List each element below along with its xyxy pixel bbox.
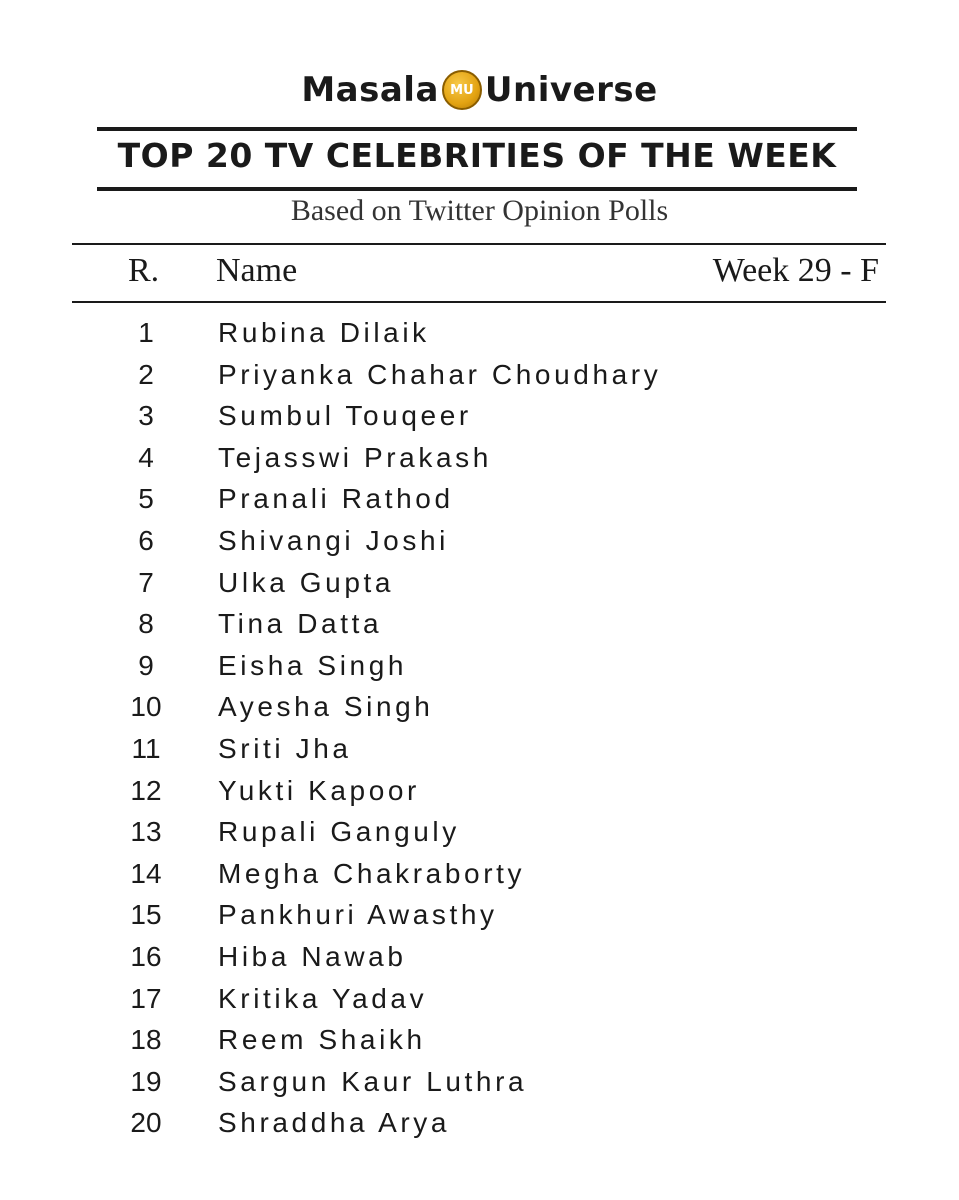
celebrity-name: Eisha Singh: [218, 649, 408, 681]
list-item: [0, 312, 959, 354]
list-item: [0, 728, 959, 770]
rank-number: 17: [130, 982, 162, 1014]
rank-number: 10: [130, 691, 162, 723]
rank-number: 18: [130, 1024, 162, 1056]
rank-number: 15: [130, 899, 162, 931]
list-item: [0, 1102, 959, 1144]
celebrity-name: Sumbul Touqeer: [218, 400, 472, 432]
celebrity-name: Sargun Kaur Luthra: [218, 1065, 528, 1097]
celebrity-name: Pankhuri Awasthy: [218, 899, 498, 931]
list-item: [0, 562, 959, 604]
rank-number: 13: [130, 816, 162, 848]
week-label: Week 29 - F: [712, 252, 879, 289]
brand-logo: [0, 70, 959, 110]
celebrity-name: Rubina Dilaik: [218, 317, 430, 348]
name-column-header: Name: [216, 252, 298, 289]
list-item: [0, 770, 959, 812]
celebrity-name: Sriti Jha: [218, 732, 352, 764]
rank-number: 12: [130, 774, 162, 806]
celebrity-name: Shivangi Joshi: [218, 524, 449, 556]
celebrity-name: Yukti Kapoor: [218, 774, 420, 806]
rank-number: 7: [138, 566, 154, 598]
mu-logo-icon: MU: [442, 70, 482, 110]
celebrity-name: Priyanka Chahar Choudhary: [218, 358, 662, 390]
rank-number: 5: [138, 483, 154, 515]
list-item: [0, 478, 959, 520]
celebrity-name: Reem Shaikh: [218, 1024, 426, 1056]
list-item: [0, 354, 959, 396]
headline-top-divider: [97, 127, 857, 131]
celebrity-name: Ulka Gupta: [218, 566, 395, 598]
rank-number: 2: [138, 358, 154, 390]
celebrity-name: Hiba Nawab: [218, 940, 407, 972]
brand-name-right: Universe: [484, 70, 658, 110]
list-item: [0, 645, 959, 687]
list-item: [0, 1061, 959, 1103]
rank-number: 6: [138, 524, 154, 556]
table-header-top-divider: [72, 243, 886, 245]
rank-number: 20: [130, 1107, 162, 1139]
celebrity-name: Shraddha Arya: [218, 1107, 451, 1139]
list-item: [0, 936, 959, 978]
rank-number: 16: [130, 940, 162, 972]
list-item: [0, 853, 959, 895]
headline-bottom-divider: [97, 187, 857, 191]
brand-name-left: Masala: [301, 70, 439, 110]
rank-number: 4: [138, 441, 154, 473]
rank-number: 8: [138, 608, 154, 640]
celebrity-name: Tejasswi Prakash: [218, 441, 492, 473]
celebrity-ranking-list: [0, 312, 959, 1144]
list-item: [0, 603, 959, 645]
list-item: [0, 686, 959, 728]
celebrity-name: Pranali Rathod: [218, 483, 454, 515]
celebrity-name: Ayesha Singh: [218, 691, 434, 723]
celebrity-name: Rupali Ganguly: [218, 816, 460, 848]
page-subtitle: Based on Twitter Opinion Polls: [290, 194, 669, 227]
list-item: [0, 395, 959, 437]
rank-number: 19: [130, 1065, 162, 1097]
rank-number: 3: [138, 400, 154, 432]
list-item: [0, 437, 959, 479]
rank-number: 9: [138, 649, 154, 681]
list-item: [0, 1019, 959, 1061]
list-item: [0, 894, 959, 936]
rank-number: 14: [130, 857, 162, 889]
celebrity-name: Kritika Yadav: [218, 982, 428, 1014]
rank-number: 1: [138, 317, 154, 348]
list-item: [0, 811, 959, 853]
list-item: [0, 520, 959, 562]
celebrity-name: Tina Datta: [218, 608, 383, 640]
rank-number: 11: [131, 732, 161, 764]
table-header-bottom-divider: [72, 301, 886, 303]
page-title: TOP 20 TV CELEBRITIES OF THE WEEK: [117, 136, 837, 175]
rank-column-header: R.: [128, 252, 160, 289]
celebrity-name: Megha Chakraborty: [218, 857, 526, 889]
list-item: [0, 978, 959, 1020]
